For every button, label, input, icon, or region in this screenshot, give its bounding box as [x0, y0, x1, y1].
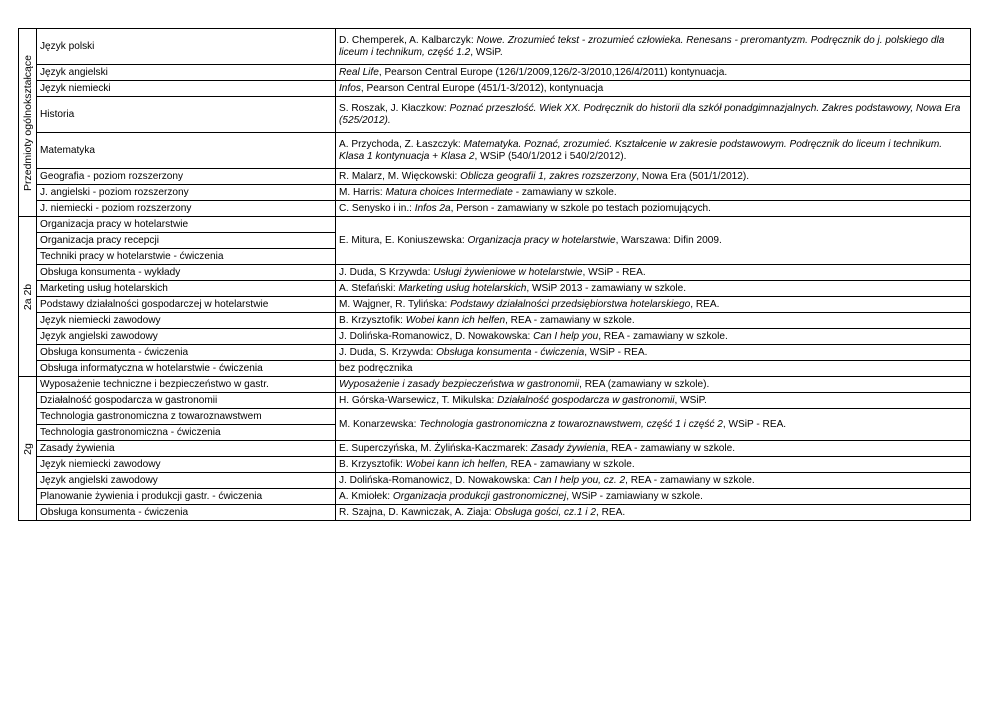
textbook-table-body [19, 29, 971, 521]
textbook-info: B. Krzysztofik: [339, 458, 406, 470]
textbook-cell [336, 281, 971, 297]
textbook-info: , REA - zamawiany w szkole. [625, 474, 755, 486]
textbook-info: R. Malarz, M. Więckowski: [339, 170, 461, 182]
subject-cell: Podstawy działalności gospodarczej w hotelarstwie [37, 297, 336, 313]
textbook-cell [336, 97, 971, 133]
table-row [19, 297, 971, 313]
textbook-info: J. Dolińska-Romanowicz, D. Nowakowska: [339, 330, 534, 342]
group-label-cell [19, 377, 37, 521]
textbook-title: Usługi żywieniowe w hotelarstwie [433, 266, 583, 278]
textbook-title: Obsługa konsumenta - ćwiczenia [436, 346, 585, 358]
textbook-title: Infos 2a [414, 202, 451, 214]
subject-cell: Język niemiecki zawodowy [37, 457, 336, 473]
textbook-info: - zamawiany w szkole. [512, 186, 617, 198]
table-row [19, 185, 971, 201]
textbook-info: A. Stefański: [339, 282, 399, 294]
table-row [19, 409, 971, 425]
textbook-cell [336, 201, 971, 217]
textbook-info: A. Kmiołek: [339, 490, 393, 502]
subject-cell: Obsługa konsumenta - ćwiczenia [37, 345, 336, 361]
textbook-cell [336, 217, 971, 265]
textbook-info: E. Mitura, E. Koniuszewska: [339, 234, 468, 246]
textbook-title: Podstawy działalności przedsiębiorstwa hotelarskiego [450, 298, 691, 310]
textbook-info: H. Górska-Warsewicz, T. Mikulska: [339, 394, 498, 406]
textbook-info: bez podręcznika [339, 362, 413, 374]
textbook-table [18, 28, 971, 521]
table-row [19, 65, 971, 81]
textbook-title: Marketing usług hotelarskich [398, 282, 527, 294]
textbook-title: Zasady żywienia [530, 442, 606, 454]
table-row [19, 361, 971, 377]
subject-cell: J. angielski - poziom rozszerzony [37, 185, 336, 201]
textbook-info: M. Konarzewska: [339, 418, 420, 430]
textbook-title: Can I help you [533, 330, 599, 342]
textbook-cell [336, 409, 971, 441]
subject-cell: Język angielski zawodowy [37, 473, 336, 489]
subject-cell: Wyposażenie techniczne i bezpieczeństwo w gastr. [37, 377, 336, 393]
group-label: 2g [21, 442, 34, 455]
table-row [19, 313, 971, 329]
textbook-info: , WSiP - REA. [722, 418, 787, 430]
subject-cell: Język polski [37, 29, 336, 65]
subject-cell: Historia [37, 97, 336, 133]
textbook-cell [336, 265, 971, 281]
textbook-cell [336, 489, 971, 505]
textbook-title: Wobei kann ich helfen, [405, 458, 508, 470]
textbook-cell [336, 185, 971, 201]
table-row [19, 377, 971, 393]
table-row [19, 473, 971, 489]
subject-cell: Technologia gastronomiczna - ćwiczenia [37, 425, 336, 441]
table-row [19, 281, 971, 297]
textbook-cell [336, 169, 971, 185]
table-row [19, 329, 971, 345]
group-label-cell [19, 217, 37, 377]
subject-cell: Organizacja pracy recepcji [37, 233, 336, 249]
subject-cell: Planowanie żywienia i produkcji gastr. - ćwiczenia [37, 489, 336, 505]
subject-cell: Język niemiecki zawodowy [37, 313, 336, 329]
subject-cell: Geografia - poziom rozszerzony [37, 169, 336, 185]
textbook-cell [336, 345, 971, 361]
textbook-info: , REA - zamawiany w szkole. [605, 442, 736, 454]
table-row [19, 265, 971, 281]
table-row [19, 169, 971, 185]
textbook-cell [336, 297, 971, 313]
subject-cell: Obsługa konsumenta - ćwiczenia [37, 505, 336, 521]
textbook-title: Oblicza geografii 1, zakres rozszerzony [460, 170, 637, 182]
textbook-info: S. Roszak, J. Kłaczkow: [339, 102, 450, 114]
textbook-title: Wobei kann ich helfen [405, 314, 506, 326]
textbook-cell [336, 329, 971, 345]
textbook-title: Real Life [339, 66, 379, 78]
textbook-info: , WSiP 2013 - zamawiany w szkole. [526, 282, 687, 294]
textbook-title: Nowe. Zrozumieć tekst - zrozumieć człowieka. Renesans - preromantyzm. Podręcznik do j. polskiego dla liceum i technikum, część 1.2 [339, 34, 945, 58]
textbook-cell [336, 133, 971, 169]
textbook-info: , REA - zamawiany w szkole. [598, 330, 728, 342]
textbook-cell [336, 441, 971, 457]
textbook-cell [336, 393, 971, 409]
table-row [19, 505, 971, 521]
subject-cell: Język niemiecki [37, 81, 336, 97]
textbook-info: E. Superczyńska, M. Żylińska-Kaczmarek: [339, 442, 531, 454]
table-row [19, 201, 971, 217]
textbook-title: Wyposażenie i zasady bezpieczeństwa w gastronomii [339, 378, 580, 390]
table-row [19, 393, 971, 409]
table-row [19, 489, 971, 505]
textbook-title: Infos [339, 82, 361, 94]
textbook-info: , REA - zamawiany w szkole. [505, 314, 635, 326]
subject-cell: Matematyka [37, 133, 336, 169]
textbook-info: , REA (zamawiany w szkole). [579, 378, 710, 390]
textbook-info: M. Harris: [339, 186, 386, 198]
textbook-info: REA - zamawiany w szkole. [507, 458, 635, 470]
subject-cell: Technologia gastronomiczna z towaroznawstwem [37, 409, 336, 425]
textbook-info: , WSiP (540/1/2012 i 540/2/2012). [474, 150, 627, 162]
textbook-info: R. Szajna, D. Kawniczak, A. Ziaja: [339, 506, 495, 518]
textbook-info: , REA. [690, 298, 720, 310]
textbook-info: M. Wajgner, R. Tylińska: [339, 298, 451, 310]
textbook-info: , WSiP - REA. [582, 266, 646, 278]
table-row [19, 441, 971, 457]
group-label: 2a 2b [21, 283, 34, 310]
subject-cell: Organizacja pracy w hotelarstwie [37, 217, 336, 233]
textbook-title: Can I help you, cz. 2 [533, 474, 626, 486]
textbook-title: Organizacja pracy w hotelarstwie [467, 234, 616, 246]
textbook-info: , REA. [595, 506, 626, 518]
table-row [19, 217, 971, 233]
subject-cell: Działalność gospodarcza w gastronomii [37, 393, 336, 409]
textbook-title: Matura choices Intermediate [385, 186, 513, 198]
textbook-info: J. Duda, S. Krzywda: [339, 346, 437, 358]
textbook-title: Działalność gospodarcza w gastronomii [497, 394, 675, 406]
table-row [19, 457, 971, 473]
textbook-title: Matematyka. Poznać, zrozumieć. Kształcenie w zakresie podstawowym. Podręcznik do liceum i technikum. Klasa 1 kontynuacja + Klasa 2 [339, 138, 943, 162]
textbook-info: , WSiP. [674, 394, 707, 406]
table-row [19, 81, 971, 97]
textbook-cell [336, 377, 971, 393]
subject-cell: J. niemiecki - poziom rozszerzony [37, 201, 336, 217]
textbook-info: , Pearson Central Europe (126/1/2009,126/2-3/2010,126/4/2011) kontynuacja. [378, 66, 728, 78]
subject-cell: Marketing usług hotelarskich [37, 281, 336, 297]
textbook-info: , WSiP. [470, 46, 503, 58]
textbook-info: J. Duda, S Krzywda: [339, 266, 434, 278]
table-row [19, 97, 971, 133]
textbook-info: , Nowa Era (501/1/2012). [636, 170, 750, 182]
table-row [19, 133, 971, 169]
textbook-info: J. Dolińska-Romanowicz, D. Nowakowska: [339, 474, 534, 486]
subject-cell: Zasady żywienia [37, 441, 336, 457]
subject-cell: Obsługa informatyczna w hotelarstwie - ćwiczenia [37, 361, 336, 377]
textbook-info: , Person - zamawiany w szkole po testach poziomujących. [450, 202, 711, 214]
textbook-cell [336, 81, 971, 97]
textbook-cell [336, 65, 971, 81]
textbook-info: , Pearson Central Europe (451/1-3/2012), kontynuacja [360, 82, 604, 94]
textbook-cell [336, 29, 971, 65]
subject-cell: Język angielski [37, 65, 336, 81]
textbook-info: A. Przychoda, Z. Łaszczyk: [339, 138, 464, 150]
textbook-title: Poznać przeszłość. Wiek XX. Podręcznik do historii dla szkół ponadgimnazjalnych. Zakres podstawowy, Nowa Era (525/2012). [339, 102, 961, 126]
textbook-info: D. Chemperek, A. Kalbarczyk: [339, 34, 477, 46]
subject-cell: Techniki pracy w hotelarstwie - ćwiczenia [37, 249, 336, 265]
table-row [19, 345, 971, 361]
textbook-info: B. Krzysztofik: [339, 314, 406, 326]
group-label: Przedmioty ogólnokształcące [21, 54, 34, 191]
textbook-info: C. Senysko i in.: [339, 202, 415, 214]
subject-cell: Obsługa konsumenta - wykłady [37, 265, 336, 281]
textbook-cell [336, 505, 971, 521]
textbook-cell [336, 473, 971, 489]
textbook-title: Technologia gastronomiczna z towaroznawstwem, część 1 i część 2 [419, 418, 723, 430]
textbook-info: , WSiP - REA. [584, 346, 648, 358]
textbook-info: , WSiP - zamiawiany w szkole. [566, 490, 703, 502]
textbook-cell [336, 457, 971, 473]
textbook-cell [336, 361, 971, 377]
textbook-title: Obsługa gości, cz.1 i 2 [494, 506, 596, 518]
textbook-info: , Warszawa: Difin 2009. [615, 234, 722, 246]
group-label-cell [19, 29, 37, 217]
subject-cell: Język angielski zawodowy [37, 329, 336, 345]
textbook-cell [336, 313, 971, 329]
textbook-title: Organizacja produkcji gastronomicznej [392, 490, 567, 502]
table-row [19, 29, 971, 65]
